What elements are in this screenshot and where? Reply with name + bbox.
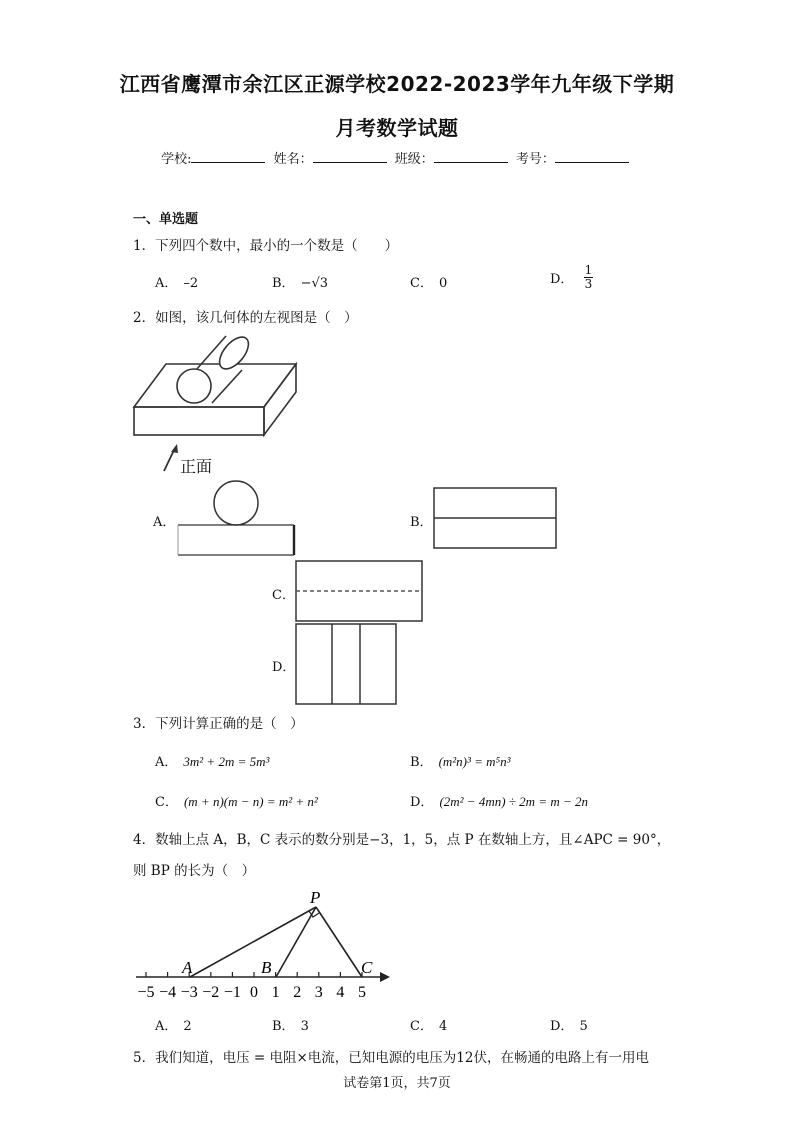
question-4-stem-line-2: 则 BP 的长为（ ） [133, 863, 256, 879]
point-label-a: A [182, 958, 193, 977]
exam-number-label: 考号： [515, 152, 555, 167]
point-label-b: B [261, 958, 272, 977]
point-label-p: P [310, 888, 321, 907]
axis-arrow-icon [380, 972, 390, 982]
q3-option-b: B． (m²n)³ = m⁵n³ [410, 754, 511, 770]
q4-option-b: B． 3 [272, 1019, 309, 1034]
axis-tick-label: 0 [250, 984, 258, 1001]
question-5-stem: 5．我们知道，电压 = 电阻×电流，已知电源的电压为12伏，在畅通的电路上有一用电 [133, 1050, 649, 1066]
q3-option-d: D． (2m² − 4mn) ÷ 2m = m − 2n [410, 794, 588, 810]
front-direction-label: 正面 [180, 457, 213, 476]
question-4-stem-line-1: 4．数轴上点 A，B，C 表示的数分别是−3，1，5，点 P 在数轴上方，且∠APC = 90°， [133, 832, 671, 848]
class-label: 班级： [394, 152, 434, 167]
q1-option-d: D． $\frac{1}{3}$ [550, 263, 593, 291]
segment-ap [190, 907, 316, 977]
axis-tick-label: −5 [137, 984, 155, 1001]
segment-pc [316, 907, 362, 977]
axis-tick-label: 4 [336, 984, 345, 1001]
q2-option-a-figure [172, 478, 302, 560]
axis-tick-label: −2 [202, 984, 220, 1001]
student-info-line [0, 148, 794, 167]
q4-option-a: A． 2 [155, 1019, 192, 1034]
name-blank [313, 150, 387, 163]
axis-tick-label: 5 [358, 984, 366, 1001]
q2-option-b-letter: B． [410, 515, 433, 530]
axis-tick-label: −1 [223, 984, 241, 1001]
class-blank [434, 150, 508, 163]
q1-option-c: C． 0 [410, 276, 448, 291]
q3-option-c: C． (m + n)(m − n) = m² + n² [155, 794, 318, 810]
title-line-1: 江西省鹰潭市余江区正源学校2022-2023学年九年级下学期 [119, 72, 675, 96]
name-label: 姓名： [273, 152, 313, 167]
q1-option-a: A． –2 [155, 276, 199, 291]
fraction: $\frac{1}{3}$ [584, 263, 593, 291]
number-line-figure [128, 884, 398, 1004]
question-3-stem: 3．下列计算正确的是（ ） [133, 716, 304, 732]
page-footer: 试卷第1页，共7页 [343, 1076, 451, 1091]
point-label-c: C [361, 958, 373, 977]
question-1-stem: 1．下列四个数中，最小的一个数是（ ） [133, 238, 399, 254]
solid-figure [128, 330, 303, 480]
q2-option-c-figure [294, 559, 424, 625]
axis-tick-label: −3 [180, 984, 198, 1001]
exam-number-blank [555, 150, 629, 163]
axis-tick-label: 2 [293, 984, 302, 1001]
question-2-stem: 2．如图，该几何体的左视图是（ ） [133, 310, 358, 326]
q1-option-b: B． −√3 [272, 276, 329, 291]
school-label: 学校: [161, 152, 192, 167]
title-line-2: 月考数学试题 [335, 116, 459, 140]
q3-option-a: A． 3m² + 2m = 5m³ [155, 754, 270, 770]
q4-option-c: C． 4 [410, 1019, 448, 1034]
axis-tick-label: −4 [159, 984, 177, 1001]
q2-option-c-letter: C． [272, 588, 295, 603]
section-title: 一、单选题 [133, 212, 199, 227]
q2-option-b-figure [432, 486, 558, 552]
axis-tick-label: 3 [314, 984, 323, 1001]
school-blank [191, 150, 265, 163]
axis-tick-label: 1 [271, 984, 280, 1001]
q4-option-d: D． 5 [550, 1019, 588, 1034]
q2-option-d-figure [294, 622, 398, 708]
q2-option-d-letter: D． [272, 660, 296, 675]
q2-option-a-letter: A． [153, 515, 176, 530]
